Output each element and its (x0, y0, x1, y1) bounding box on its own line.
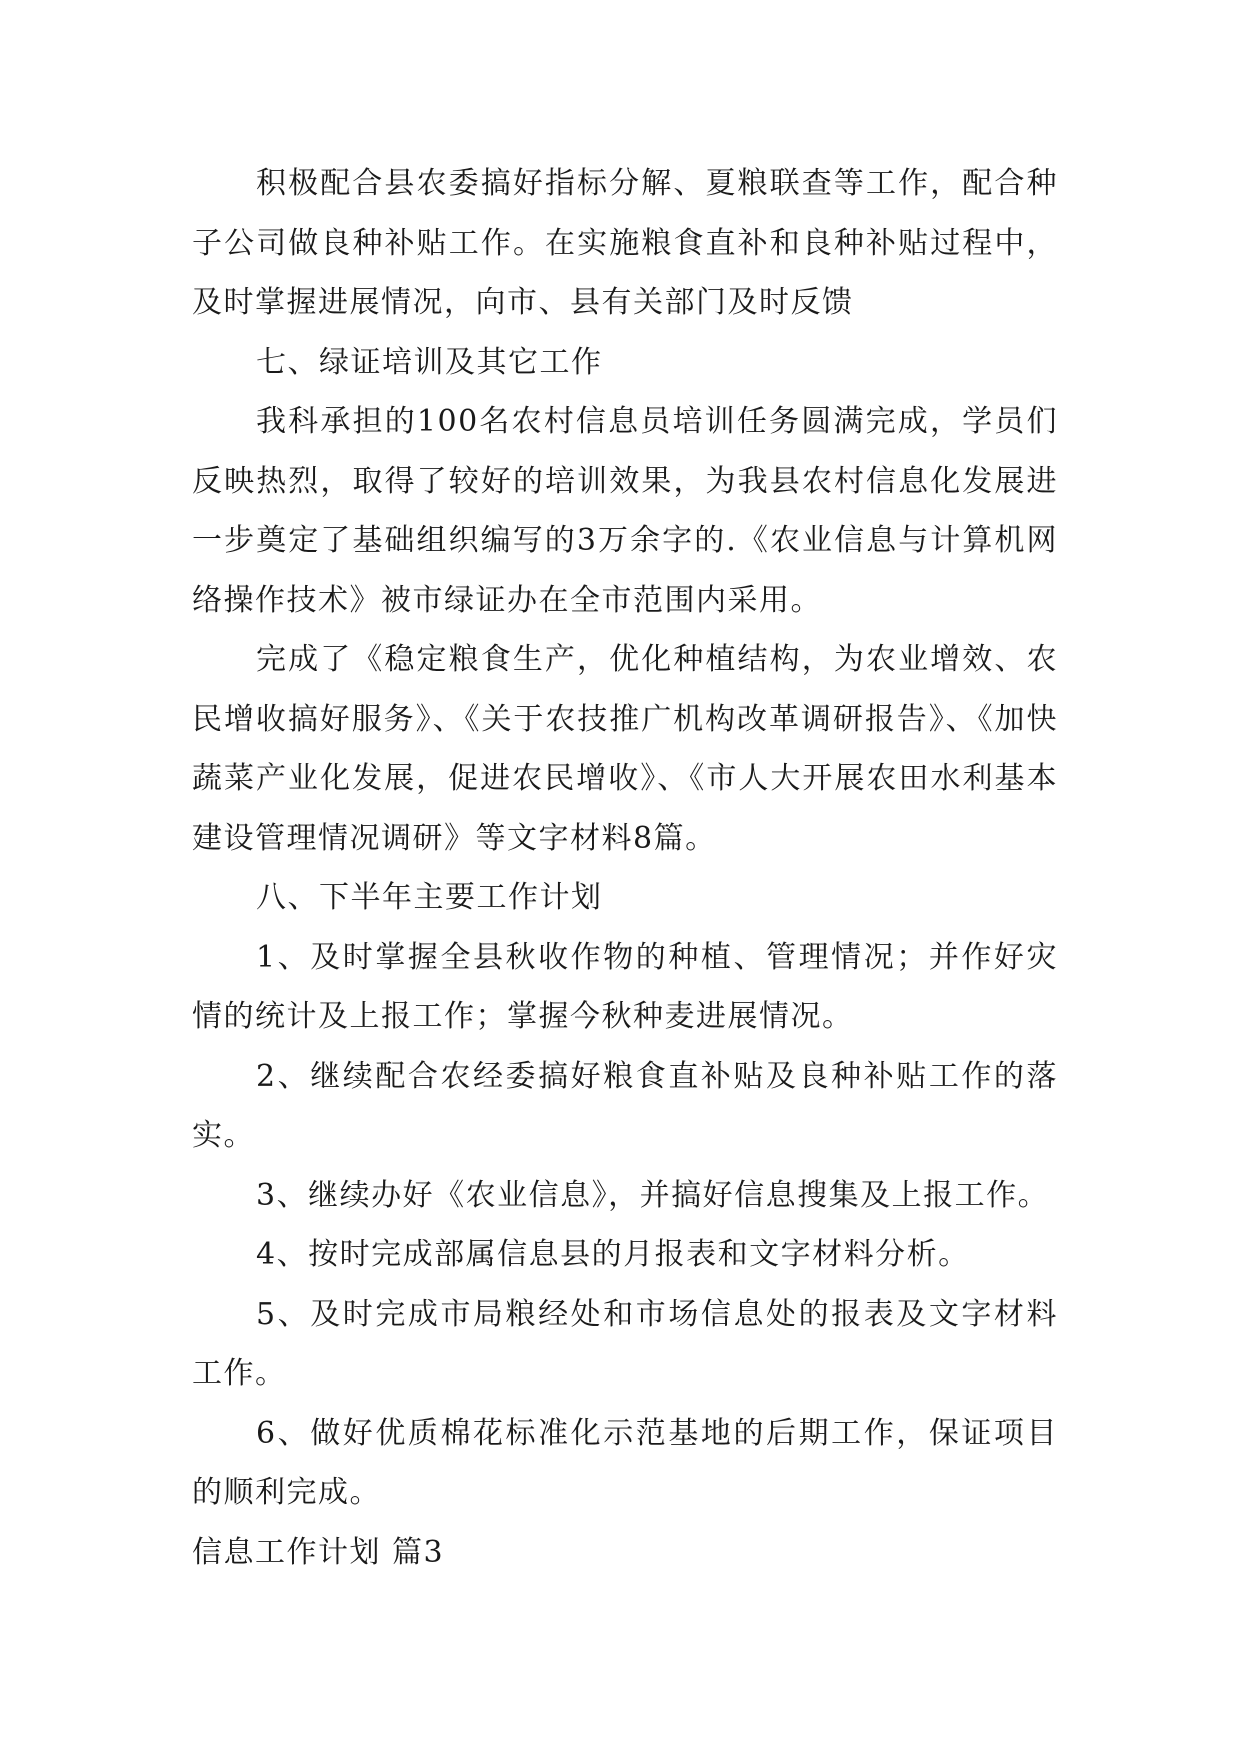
heading-section-seven: 七、绿证培训及其它工作 (256, 344, 603, 380)
plan-item-2: 2、继续配合农经委搞好粮食直补贴及良种补贴工作的落实。 (192, 1058, 1058, 1153)
paragraph-written-materials: 完成了《稳定粮食生产，优化种植结构，为农业增效、农民增收搞好服务》、《关于农技推广机构改革调研报告》、《加快蔬菜产业化发展，促进农民增收》、《市人大开展农田水利基本建设管理情况调研》等文字材料8篇。 (192, 642, 1058, 856)
plan-item-6: 6、做好优质棉花标准化示范基地的后期工作，保证项目的顺利完成。 (192, 1415, 1058, 1510)
paragraph-training: 我科承担的100名农村信息员培训任务圆满完成，学员们反映热烈，取得了较好的培训效果，为我县农村信息化发展进一步奠定了基础组织编写的3万余字的.《农业信息与计算机网络操作技术》被市绿证办在全市范围内采用。 (192, 404, 1058, 618)
plan-item-1: 1、及时掌握全县秋收作物的种植、管理情况；并作好灾情的统计及上报工作；掌握今秋种麦进展情况。 (192, 939, 1058, 1034)
plan-item-4: 4、按时完成部属信息县的月报表和文字材料分析。 (256, 1237, 970, 1272)
plan-item-3: 3、继续办好《农业信息》，并搞好信息搜集及上报工作。 (256, 1177, 1050, 1213)
paragraph-liaison-work: 积极配合县农委搞好指标分解、夏粮联查等工作，配合种子公司做良种补贴工作。在实施粮食直补和良种补贴过程中，及时掌握进展情况，向市、县有关部门及时反馈 (192, 166, 1058, 320)
heading-section-eight: 八、下半年主要工作计划 (256, 880, 603, 915)
document-body (192, 154, 1058, 1582)
plan-item-5: 5、及时完成市局粮经处和市场信息处的报表及文字材料工作。 (192, 1296, 1058, 1391)
section-title-part-3: 信息工作计划 篇3 (192, 1534, 445, 1570)
